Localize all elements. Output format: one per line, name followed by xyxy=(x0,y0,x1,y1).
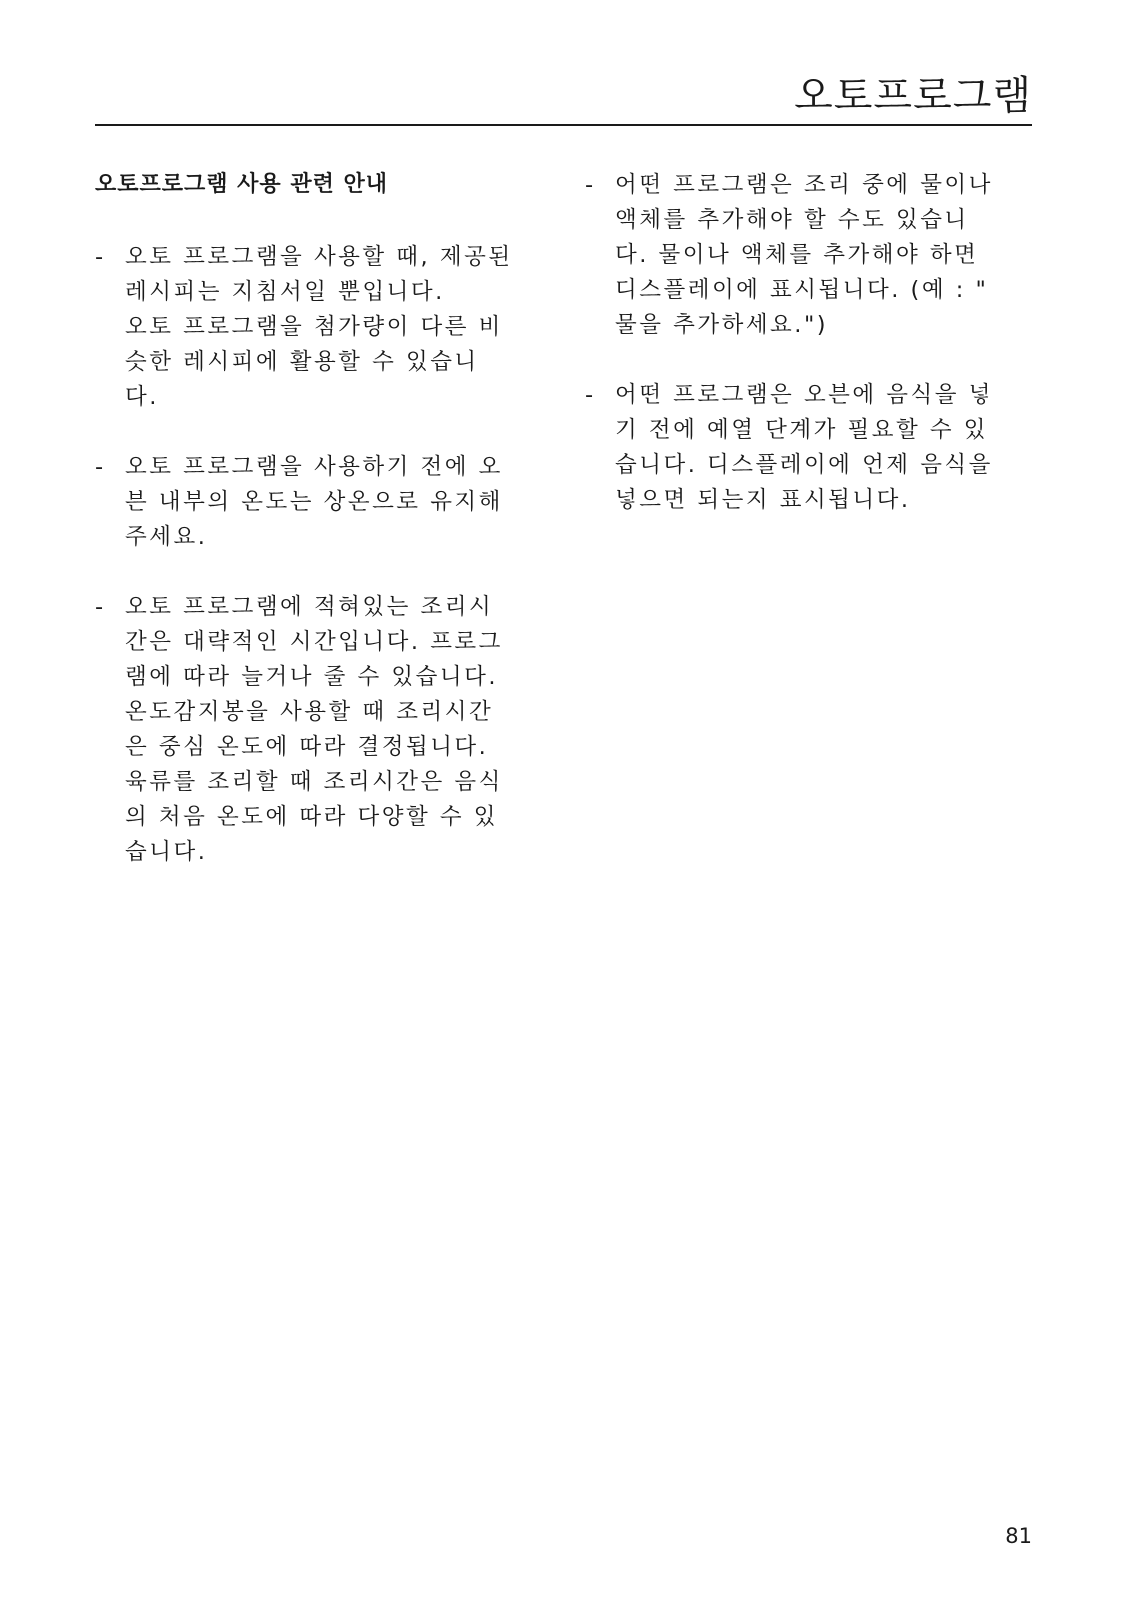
text-line: 육류를 조리할 때 조리시간은 음식 xyxy=(125,769,503,795)
text-line: 다. 물이나 액체를 추가해야 하면 xyxy=(615,242,979,268)
bullet-item xyxy=(585,168,1035,343)
text-line: 레시피는 지침서일 뿐입니다. xyxy=(125,279,445,305)
text-line: 오토 프로그램을 사용하기 전에 오 xyxy=(125,454,503,480)
text-line: 오토 프로그램을 사용할 때, 제공된 xyxy=(125,244,513,270)
section-heading: 오토프로그램 사용 관련 안내 xyxy=(95,172,389,197)
bullet-item xyxy=(95,240,545,415)
page-title: 오토프로그램 xyxy=(794,73,1032,119)
text-line: 기 전에 예열 단계가 필요할 수 있 xyxy=(615,417,988,443)
left-column xyxy=(95,168,545,905)
text-line: 온도감지봉을 사용할 때 조리시간 xyxy=(125,699,494,725)
text-line: 습니다. xyxy=(125,839,208,865)
text-line: 의 처음 온도에 따라 다양할 수 있 xyxy=(125,804,498,830)
text-line: 다. xyxy=(125,384,159,410)
text-line: 물을 추가하세요.") xyxy=(615,312,829,338)
text-line: 어떤 프로그램은 조리 중에 물이나 xyxy=(615,172,993,198)
bullet-item xyxy=(585,378,1035,518)
right-column xyxy=(585,168,1035,553)
text-line: 븐 내부의 온도는 상온으로 유지해 xyxy=(125,489,503,515)
text-line: 오토 프로그램을 첨가량이 다른 비 xyxy=(125,314,503,340)
text-line: 오토 프로그램에 적혀있는 조리시 xyxy=(125,594,494,620)
text-line: 슷한 레시피에 활용할 수 있습니 xyxy=(125,349,479,375)
text-line: 액체를 추가해야 할 수도 있습니 xyxy=(615,207,969,233)
text-line: 디스플레이에 표시됩니다. (예 : " xyxy=(615,277,989,303)
text-line: 주세요. xyxy=(125,524,208,550)
text-line: 습니다. 디스플레이에 언제 음식을 xyxy=(615,452,993,478)
bullet-item xyxy=(95,590,545,870)
text-line: 간은 대략적인 시간입니다. 프로그 xyxy=(125,629,503,655)
page-number: 81 xyxy=(1005,1524,1032,1548)
bullet-dash: - xyxy=(585,172,596,198)
page-header xyxy=(95,62,1032,126)
bullet-dash: - xyxy=(95,594,106,620)
text-line: 넣으면 되는지 표시됩니다. xyxy=(615,487,911,513)
bullet-dash: - xyxy=(585,382,596,408)
bullet-item xyxy=(95,450,545,555)
text-line: 은 중심 온도에 따라 결정됩니다. xyxy=(125,734,489,760)
text-line: 램에 따라 늘거나 줄 수 있습니다. xyxy=(125,664,498,690)
bullet-dash: - xyxy=(95,454,106,480)
bullet-dash: - xyxy=(95,244,106,270)
text-line: 어떤 프로그램은 오븐에 음식을 넣 xyxy=(615,382,993,408)
